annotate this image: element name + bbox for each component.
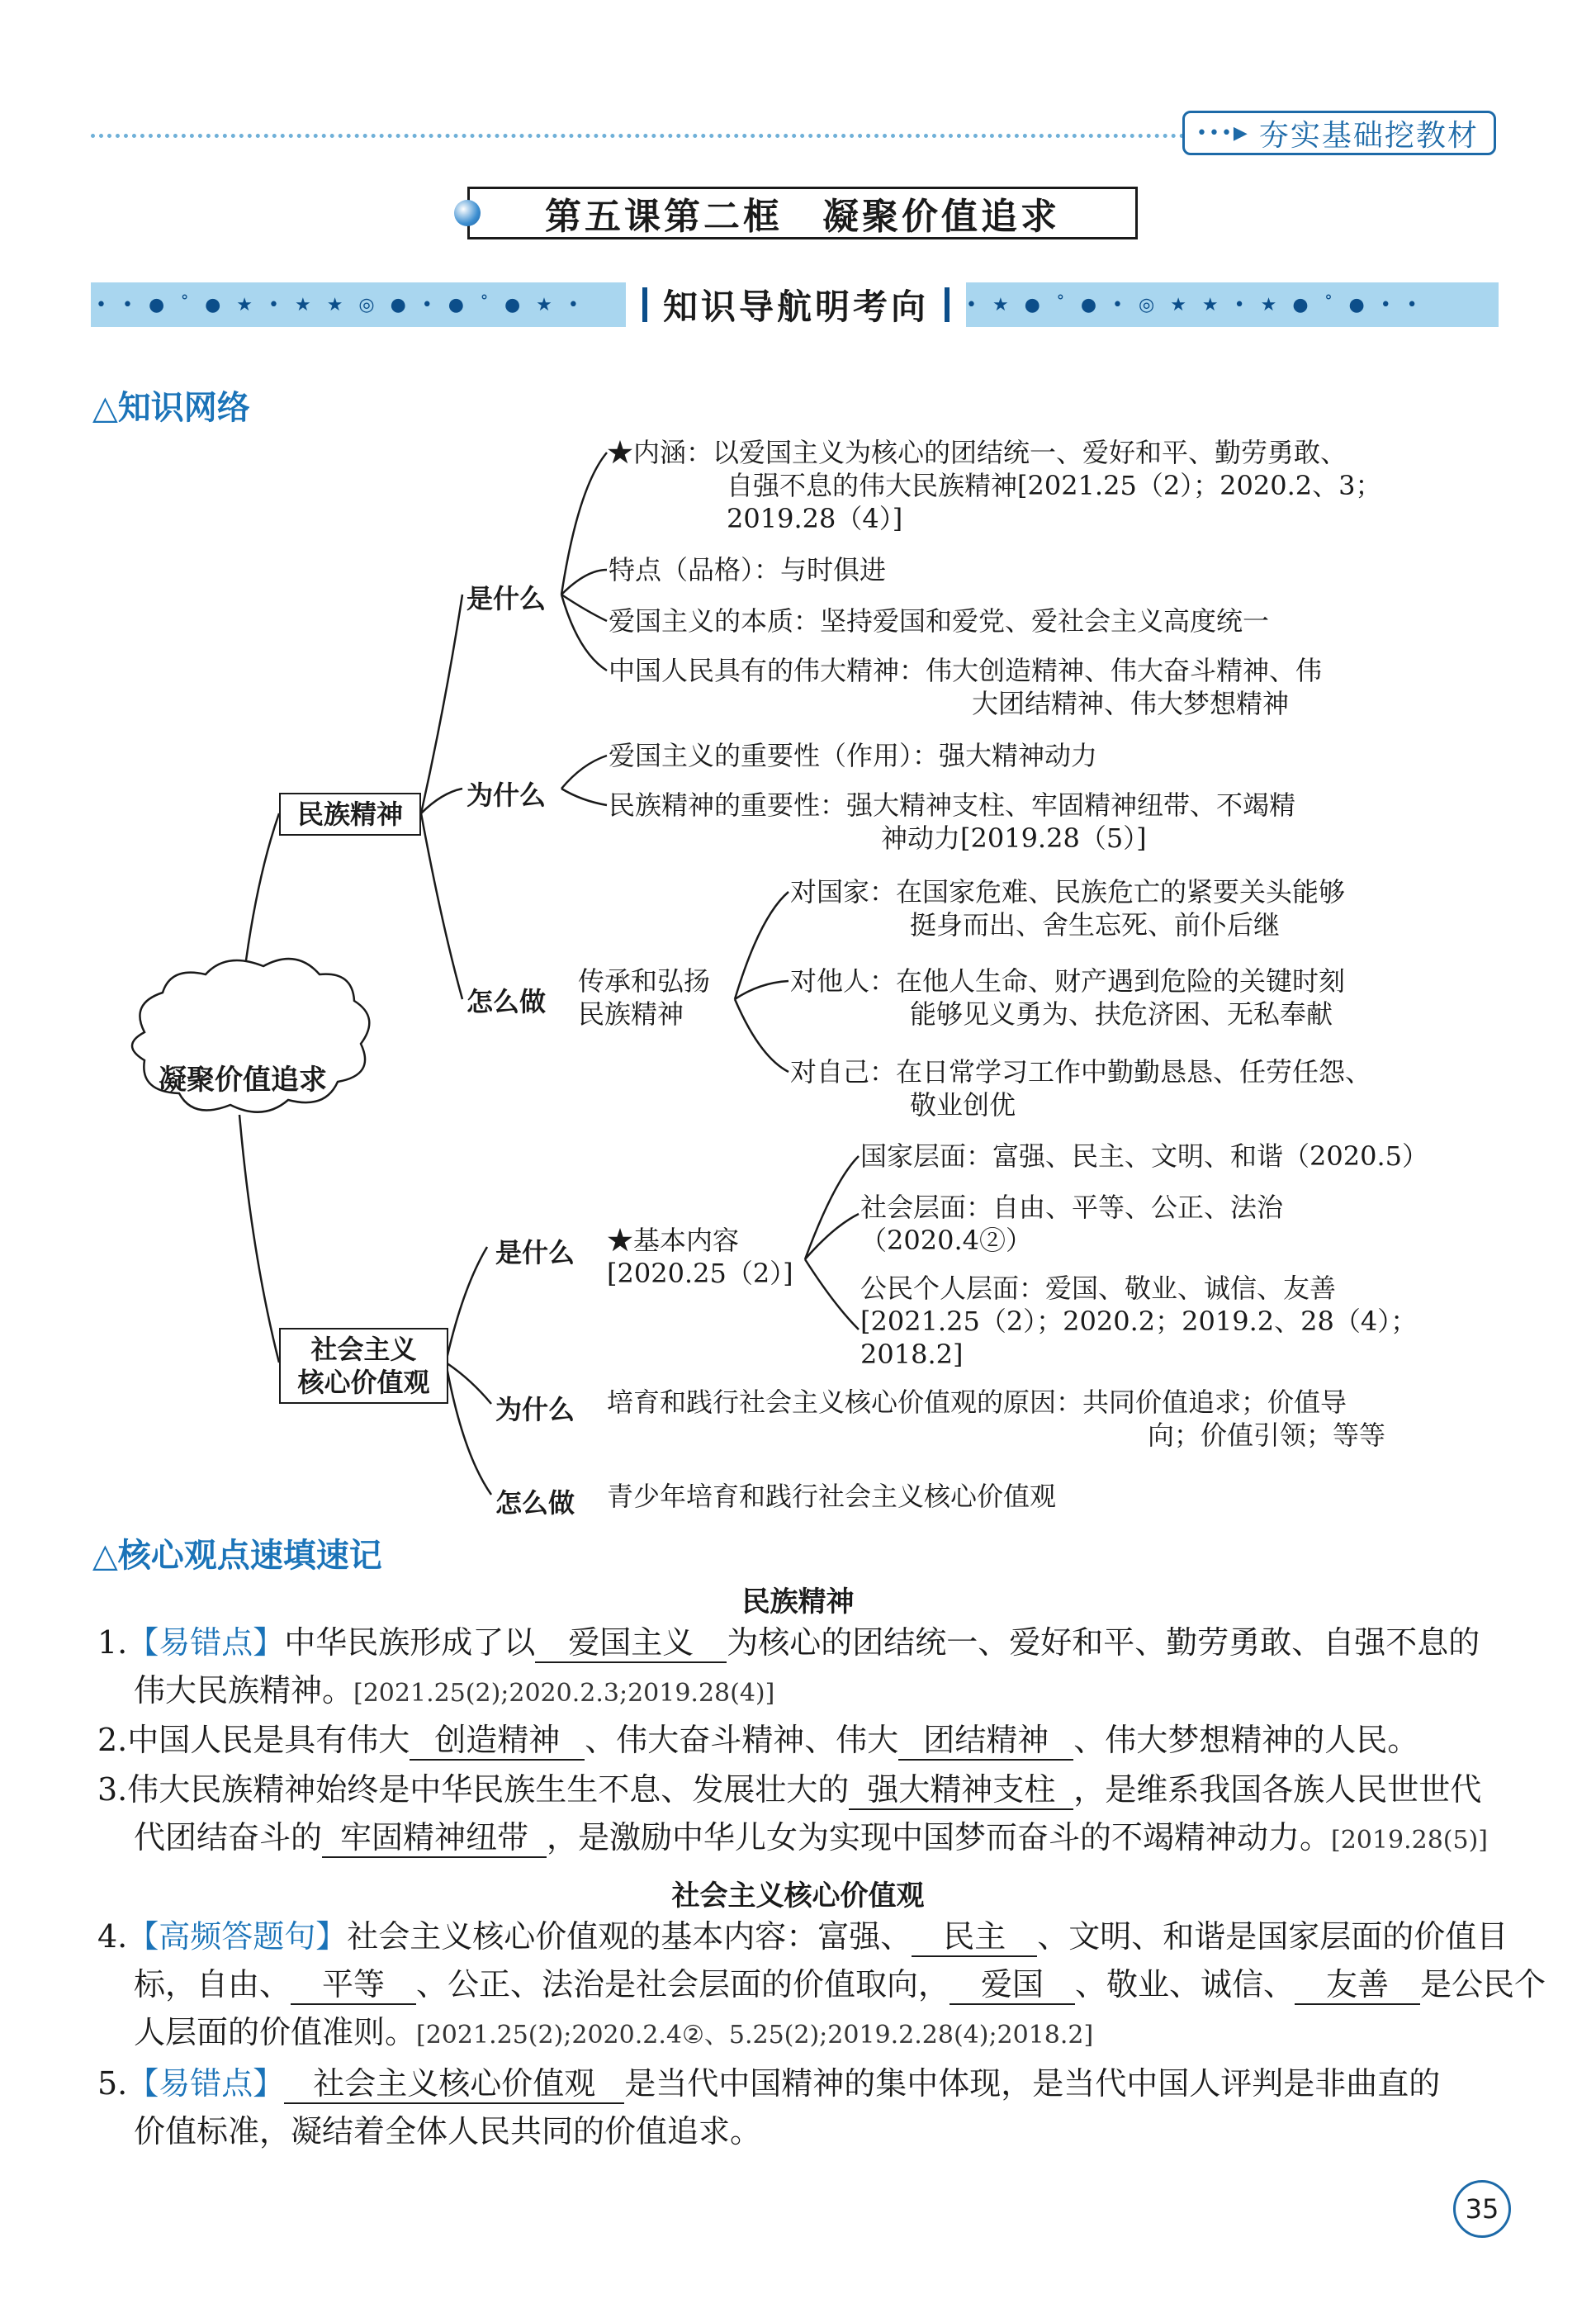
item-spirit-importance-line2: 神动力[2019.28（5）] (881, 822, 1147, 854)
question-5 (97, 2059, 1440, 2155)
item-connotation (607, 436, 1382, 535)
section-knowledge-network: △知识网络 (92, 389, 250, 427)
q3-text2: ，是维系我国各族人民世世代 (1073, 1771, 1482, 1808)
q2-answer2: 团结精神 (898, 1721, 1073, 1761)
q4-text5: 、敬业、诚信、 (1075, 1966, 1295, 2003)
item-inherit-line1: 传承和弘扬 (578, 965, 711, 997)
item-patriotism-importance: 爱国主义的重要性（作用）：强大精神动力 (609, 740, 1098, 771)
question-3 (97, 1766, 1488, 1865)
connector-b1-how (421, 813, 462, 999)
node-core-values-line1: 社会主义 (310, 1334, 417, 1365)
question-1 (97, 1619, 1480, 1718)
banner-title: 知识导航明考向 (626, 281, 966, 329)
connector-b2-what (446, 1247, 487, 1363)
item-personal-level (860, 1272, 1417, 1371)
q4-answer1: 民主 (912, 1917, 1037, 1957)
connector-why-item1 (561, 756, 607, 789)
connector-b1-why (421, 789, 462, 813)
item-connotation-line1: ★内涵：以爱国主义为核心的团结统一、爱好和平、勤劳勇敢、 (607, 437, 1347, 468)
node-core-values (279, 1328, 448, 1404)
q3-number: 3. (97, 1771, 128, 1808)
connector-how-item3 (735, 999, 789, 1072)
q2-text1: 中国人民是具有伟大 (127, 1722, 410, 1758)
item-to-self (790, 1055, 1371, 1121)
lesson-title: 第五课第二框 凝聚价值追求 (467, 187, 1138, 239)
item-to-others-line1: 对他人：在他人生命、财产遇到危险的关键时刻 (790, 965, 1346, 997)
q5-text2: 价值标准，凝结着全体人民共同的价值追求。 (134, 2113, 762, 2149)
q5-tag: 【易错点】 (127, 2065, 285, 2102)
banner-decoration-left: • • ● ˚ ● ★ • ★ ★ ◎ ● • ● ˚ ● ★ • (96, 294, 584, 315)
item-basic-content (607, 1224, 793, 1290)
q3-text1: 伟大民族精神始终是中华民族生生不息、发展壮大的 (127, 1771, 850, 1808)
connector-why-item2 (561, 789, 607, 805)
item-basic-content-line1: ★基本内容 (607, 1225, 740, 1256)
q1-text3: 伟大民族精神。 (134, 1672, 354, 1709)
item-personal-level-line1: 公民个人层面：爱国、敬业、诚信、友善 (860, 1273, 1337, 1304)
item-inherit-line2: 民族精神 (578, 998, 684, 1030)
q5-text1: 是当代中国精神的集中体现，是当代中国人评判是非曲直的 (624, 2065, 1441, 2102)
subheading-core-values: 社会主义核心价值观 (671, 1879, 925, 1912)
q4-answer2: 平等 (291, 1965, 416, 2005)
connector-what-item2 (561, 570, 607, 595)
connector-basic-item1 (805, 1156, 859, 1259)
q3-answer1: 强大精神支柱 (849, 1770, 1073, 1810)
item-social-level (860, 1191, 1283, 1257)
q1-number: 1. (97, 1624, 128, 1661)
connector-b1-what (421, 595, 462, 813)
q4-text2: 、文明、和谐是国家层面的价值目 (1037, 1918, 1508, 1955)
item-to-others-line2: 能够见义勇为、扶危济困、无私奉献 (910, 998, 1333, 1030)
connector-how-item2 (735, 981, 789, 999)
q3-text3: 代团结奋斗的 (134, 1819, 323, 1856)
q5-number: 5. (97, 2065, 128, 2102)
connector-what-item1 (561, 453, 607, 595)
node-core-values-line2: 核心价值观 (297, 1367, 430, 1398)
connector-root-branch2 (239, 1115, 279, 1363)
connector-basic-item3 (805, 1259, 859, 1330)
item-cultivate-reason (607, 1386, 1385, 1452)
q4-text3: 标，自由、 (134, 1966, 291, 2003)
item-to-country-line1: 对国家：在国家危难、民族危亡的紧要关头能够 (790, 876, 1346, 908)
label-how-2: 怎么做 (495, 1487, 575, 1519)
connector-what-item4 (561, 595, 607, 671)
item-personal-level-line3: 2018.2] (860, 1339, 964, 1370)
item-great-spirits-line2: 大团结精神、伟大梦想精神 (972, 688, 1290, 719)
item-spirit-importance (609, 789, 1295, 855)
item-great-spirits-line1: 中国人民具有的伟大精神：伟大创造精神、伟大奋斗精神、伟 (609, 655, 1323, 686)
item-social-level-line1: 社会层面：自由、平等、公正、法治 (860, 1192, 1284, 1223)
item-to-others (790, 965, 1345, 1031)
q4-text7: 人层面的价值准则。 (134, 2014, 417, 2050)
label-how-1: 怎么做 (466, 986, 547, 1017)
item-to-country (790, 875, 1345, 941)
question-4 (97, 1912, 1546, 2059)
q4-answer4: 友善 (1295, 1965, 1420, 2005)
page-number: 35 (1453, 2180, 1511, 2238)
item-inherit (578, 965, 710, 1031)
section-core-points: △核心观点速填速记 (92, 1537, 382, 1575)
connector-b2-how (446, 1363, 491, 1495)
q4-text4: 、公正、法治是社会层面的价值取向， (416, 1966, 950, 2003)
q4-text1: 社会主义核心价值观的基本内容：富强、 (347, 1918, 912, 1955)
item-to-self-line2: 敬业创优 (910, 1089, 1016, 1121)
question-2 (97, 1716, 1418, 1764)
subheading-national-spirit: 民族精神 (741, 1585, 855, 1619)
q1-text2: 为核心的团结统一、爱好和平、勤劳勇敢、自强不息的 (727, 1624, 1480, 1661)
q4-text6: 是公民个 (1420, 1966, 1546, 2003)
q4-number: 4. (97, 1918, 128, 1955)
item-connotation-line3: 2019.28（4）] (727, 503, 903, 534)
banner-decoration-right: • ★ ● ˚ ● • ◎ ★ ★ • ★ ● ˚ ● • • (966, 294, 1423, 315)
q2-text2: 、伟大奋斗精神、伟大 (585, 1722, 899, 1758)
q2-answer1: 创造精神 (410, 1721, 585, 1761)
label-what-2: 是什么 (495, 1237, 575, 1268)
item-social-level-line2: （2020.4②） (860, 1225, 1032, 1256)
q5-answer1: 社会主义核心价值观 (284, 2064, 624, 2104)
q4-answer3: 爱国 (950, 1965, 1075, 2005)
item-trait: 特点（品格）：与时俱进 (609, 554, 887, 585)
connector-how-item1 (735, 892, 789, 999)
q1-tag: 【易错点】 (127, 1624, 285, 1661)
section-tag-label: 夯实基础挖教材 (1258, 118, 1479, 153)
q3-answer2: 牢固精神纽带 (322, 1818, 547, 1858)
q1-text1: 中华民族形成了以 (284, 1624, 536, 1661)
item-to-self-line1: 对自己：在日常学习工作中勤勤恳恳、任劳任怨、 (790, 1056, 1372, 1088)
item-basic-content-line2: [2020.25（2）] (607, 1258, 793, 1289)
q1-answer1: 爱国主义 (535, 1623, 727, 1663)
q4-tag: 【高频答题句】 (127, 1918, 348, 1955)
item-cultivate-reason-line2: 向；价值引领；等等 (1148, 1420, 1386, 1451)
item-to-country-line2: 挺身而出、舍生忘死、前仆后继 (910, 909, 1281, 941)
q4-citation: [2021.25(2);2020.2.4②、5.25(2);2019.2.28(4);2018.2] (416, 2021, 1094, 2050)
label-why-2: 为什么 (495, 1394, 575, 1425)
item-spirit-importance-line1: 民族精神的重要性：强大精神支柱、牢固精神纽带、不竭精 (609, 789, 1296, 821)
label-what-1: 是什么 (466, 583, 547, 614)
node-national-spirit: 民族精神 (279, 793, 421, 836)
arrow-icon: •••▶ (1196, 122, 1249, 144)
q2-number: 2. (97, 1722, 128, 1758)
q1-citation: [2021.25(2);2020.2.3;2019.28(4)] (353, 1679, 775, 1708)
q3-text4: ，是激励中华儿女为实现中国梦而奋斗的不竭精神动力。 (547, 1819, 1332, 1856)
q3-citation: [2019.28(5)] (1331, 1826, 1488, 1855)
item-great-spirits (609, 654, 1322, 720)
item-connotation-line2: 自强不息的伟大民族精神[2021.25（2）；2020.2、3； (727, 470, 1382, 501)
q2-text3: 、伟大梦想精神的人民。 (1073, 1722, 1419, 1758)
label-why-1: 为什么 (466, 780, 547, 811)
item-national-level: 国家层面：富强、民主、文明、和谐（2020.5） (860, 1140, 1428, 1172)
item-personal-level-line2: [2021.25（2）；2020.2；2019.2、28（4）； (860, 1306, 1418, 1337)
item-patriotism-essence: 爱国主义的本质：坚持爱国和爱党、爱社会主义高度统一 (609, 605, 1270, 637)
item-cultivate-reason-line1: 培育和践行社会主义核心价值观的原因：共同价值追求；价值导 (607, 1386, 1347, 1418)
mindmap-root: 凝聚价值追求 (159, 1064, 327, 1097)
item-youth-practice: 青少年培育和践行社会主义核心价值观 (607, 1481, 1057, 1512)
